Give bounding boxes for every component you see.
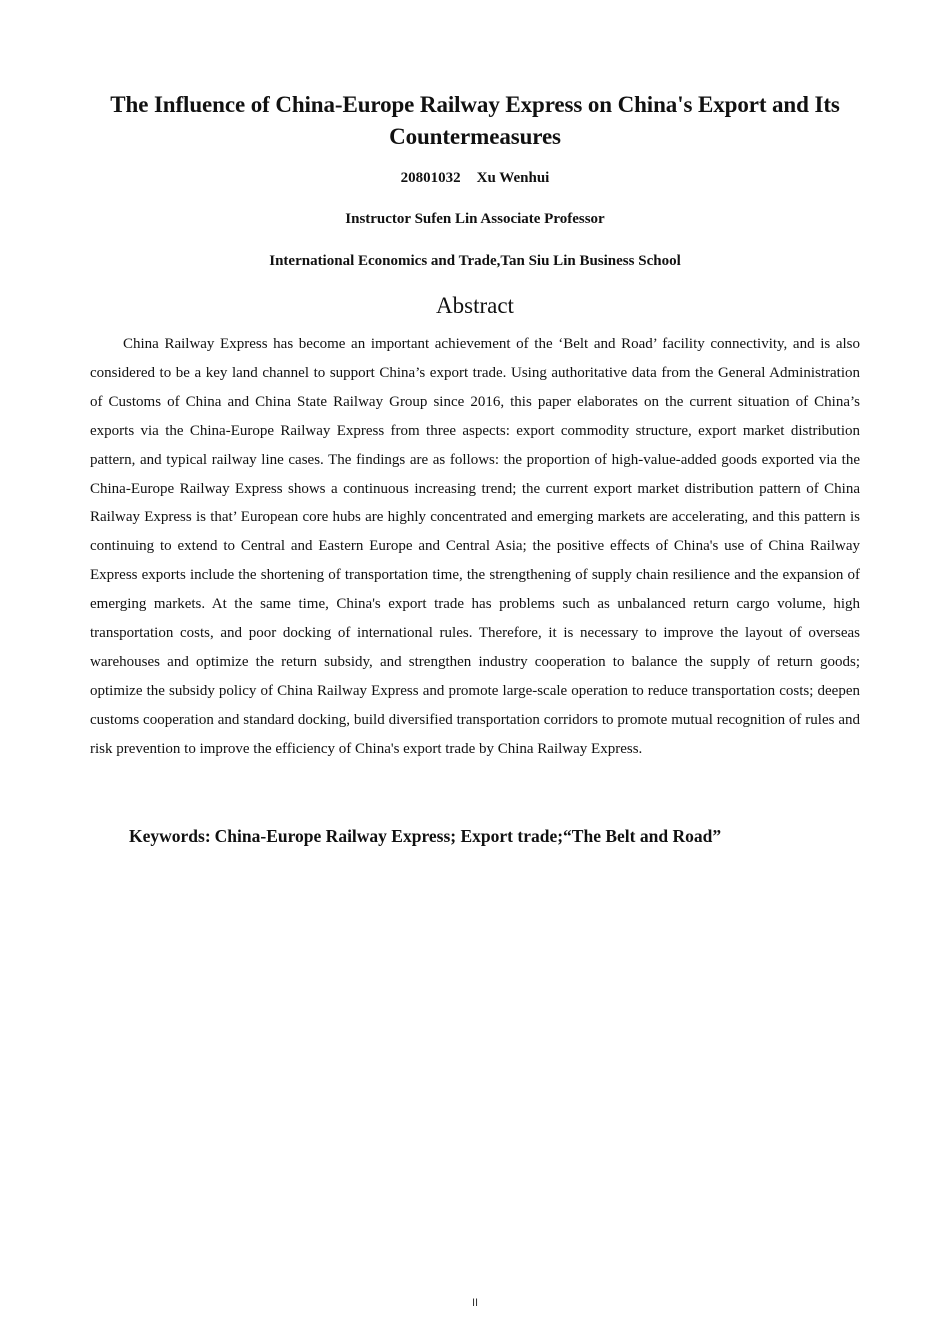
page-number: II: [471, 1297, 479, 1309]
author-name: Xu Wenhui: [476, 170, 550, 186]
student-id: 20801032: [400, 170, 461, 186]
keywords-label: Keywords:: [129, 826, 211, 846]
affiliation-line: International Economics and Trade,Tan Siu Lin Business School: [269, 253, 681, 269]
paper-title: The Influence of China-Europe Railway Express on China's Export and Its Countermeasures: [110, 92, 840, 149]
keywords-text: China-Europe Railway Express; Export trade;“The Belt and Road”: [214, 826, 722, 846]
author-line: [80, 168, 870, 188]
keywords-line: [90, 823, 860, 849]
abstract-text: China Railway Express has become an important achievement of the ‘Belt and Road’ facility connectivity, and is also considered to be a key land channel to support China’s export trade. Using authoritative data from the General Administration of Customs of China and China State Railway Group since 2016, this paper elaborates on the current situation of China’s exports via the China-Europe Railway Express from three aspects: export commodity structure, export market distribution pattern, and typical railway line cases. The findings are as follows: the proportion of high-value-added goods exported via the China-Europe Railway Express shows a continuous increasing trend; the current export market distribution pattern of China Railway Express is that’ European core hubs are highly concentrated and emerging markets are accelerating, and this pattern is continuing to extend to Central and Eastern Europe and Central Asia; the positive effects of China's use of China Railway Express exports include the shortening of transportation time, the strengthening of supply chain resilience and the expansion of emerging markets. At the same time, China's export trade has problems such as unbalanced return cargo volume, high transportation costs, and poor docking of international rules. Therefore, it is necessary to improve the layout of overseas warehouses and optimize the return subsidy, and strengthen industry cooperation to balance the supply of return goods; optimize the subsidy policy of China Railway Express and promote large-scale operation to reduce transportation costs; deepen customs cooperation and standard docking, build diversified transportation corridors to promote mutual recognition of rules and risk prevention to improve the efficiency of China's export trade by China Railway Express.: [90, 336, 860, 757]
instructor-line: Instructor Sufen Lin Associate Professor: [345, 211, 605, 227]
abstract-heading: Abstract: [436, 293, 514, 318]
